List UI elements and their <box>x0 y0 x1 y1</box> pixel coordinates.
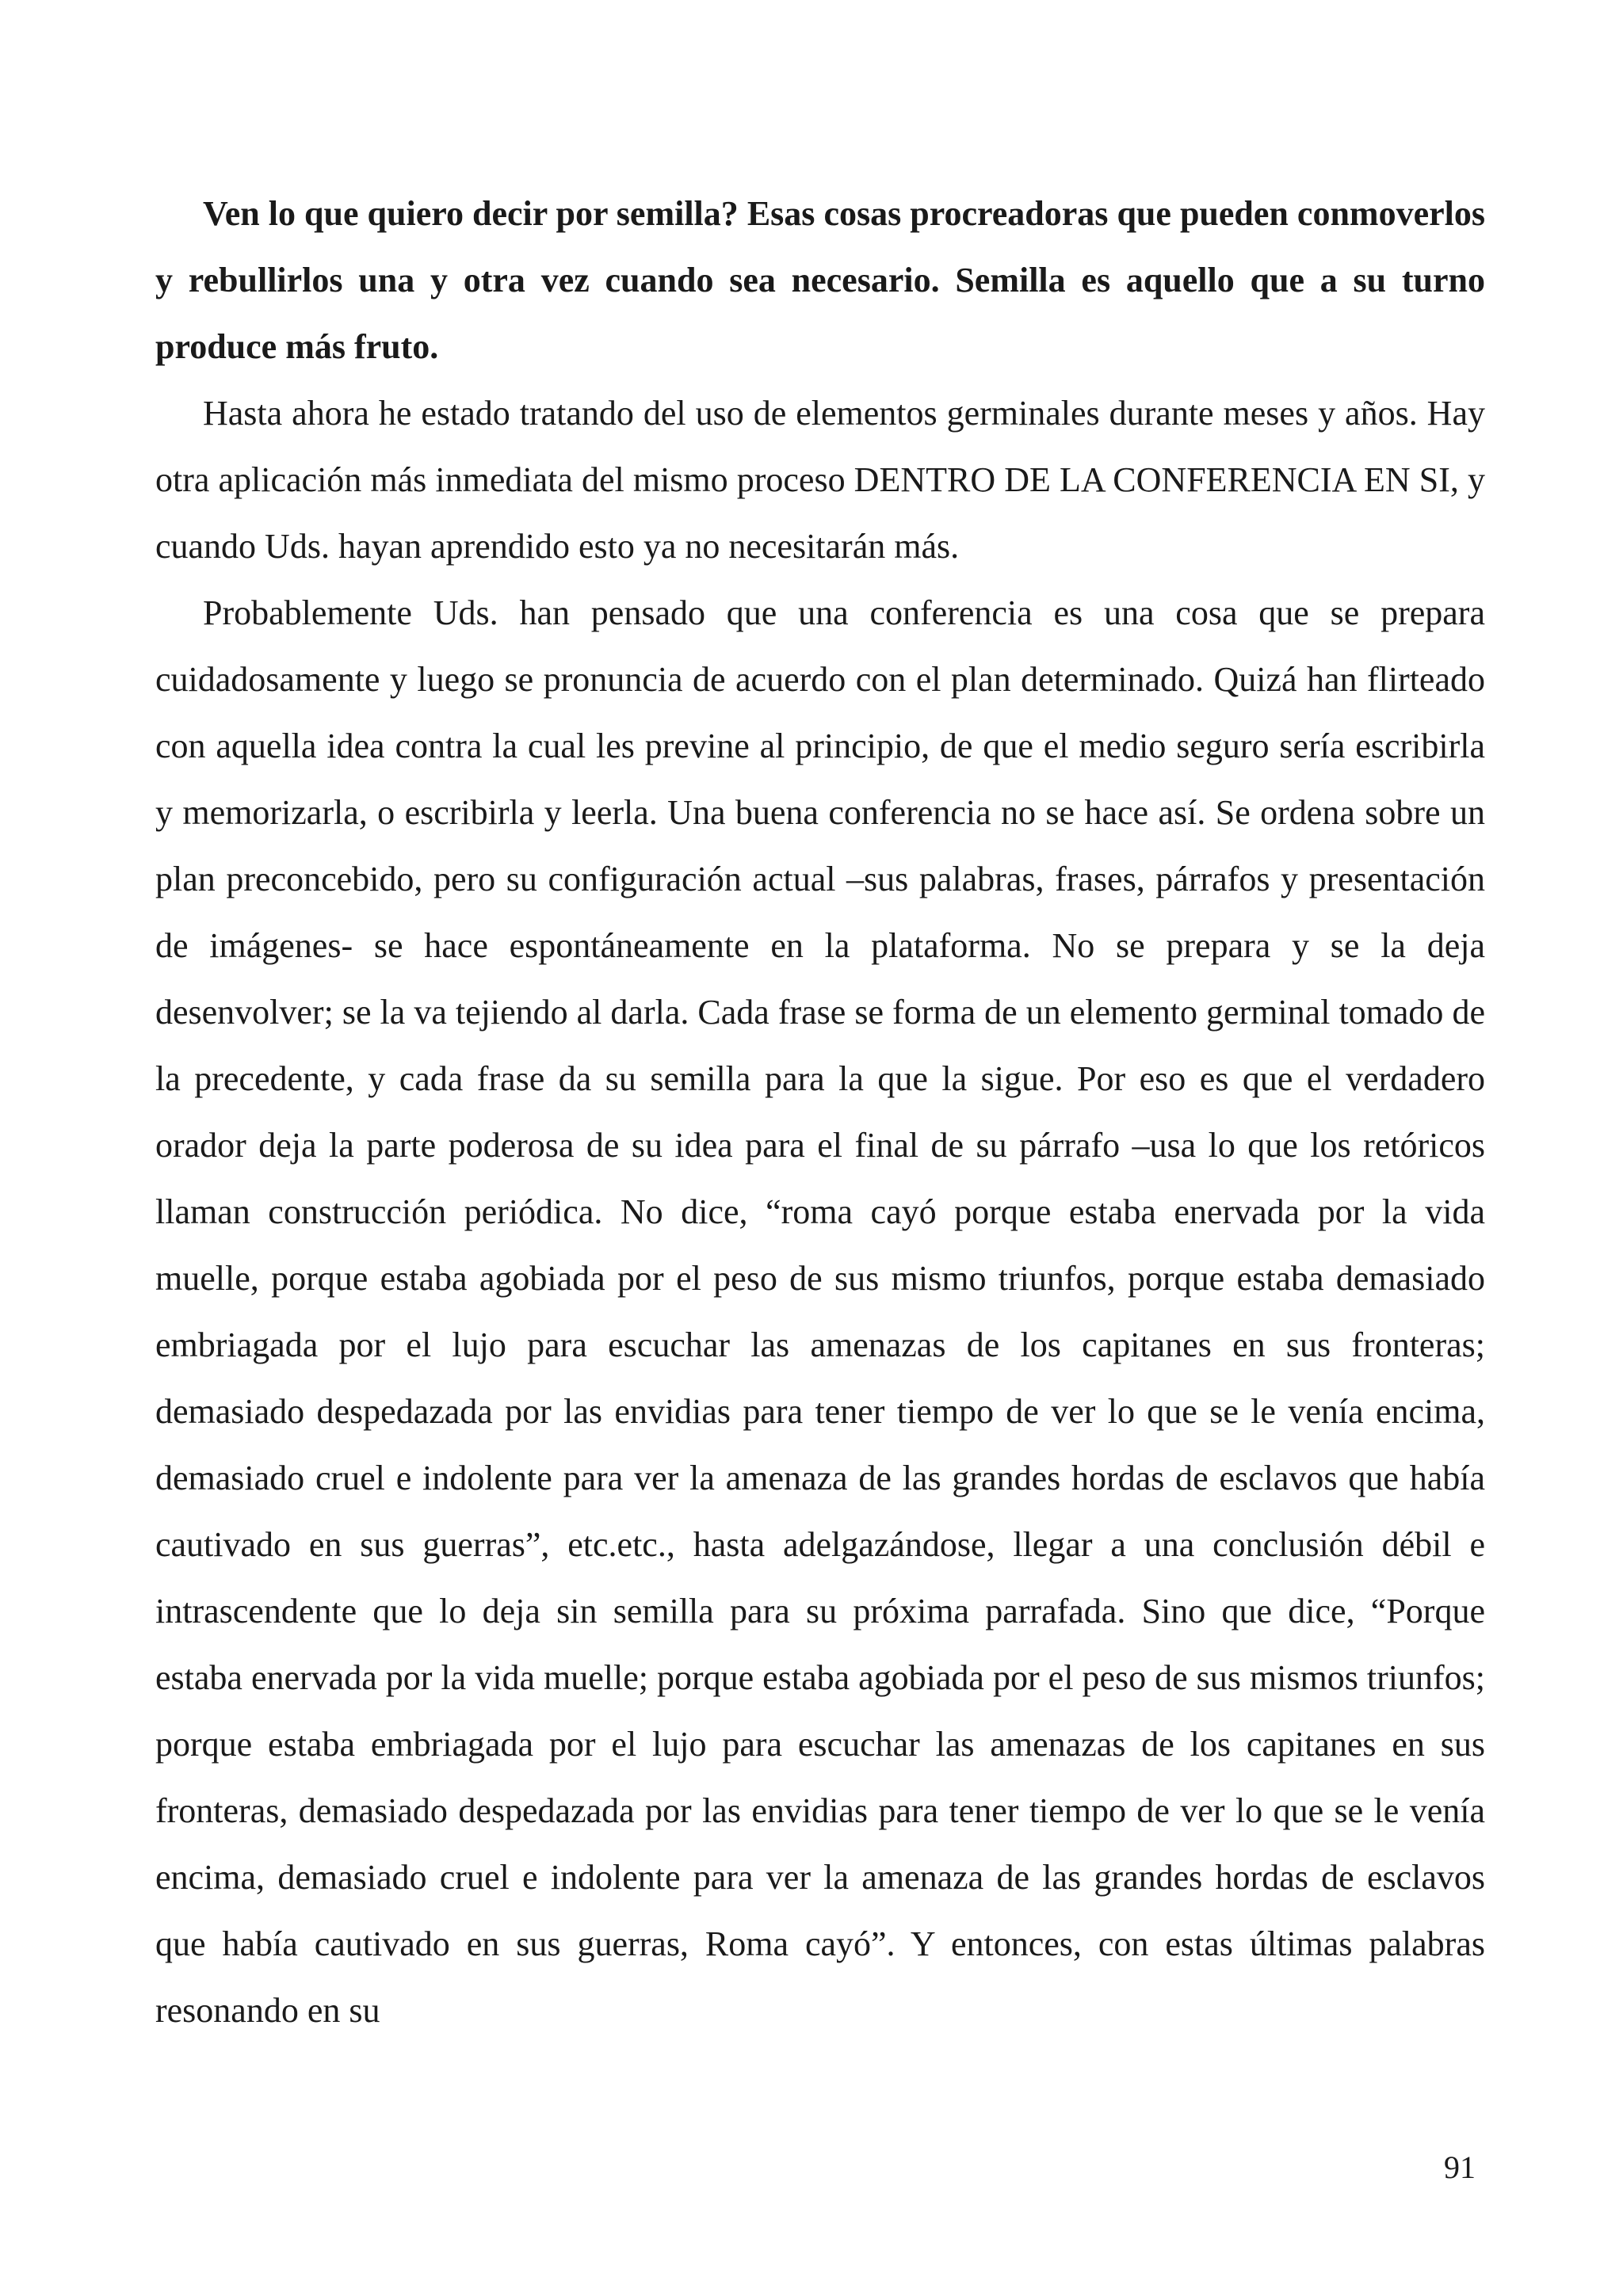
paragraph-conference: Probablemente Uds. han pensado que una conferencia es una cosa que se prepara cuidadosamente y luego se pronuncia de acuerdo con el plan determinado. Quizá han flirteado con aquella idea contra la cual les previne al principio, de que el medio seguro sería escribirla y memorizarla, o escribirla y leerla. Una buena conferencia no se hace así. Se ordena sobre un plan preconcebido, pero su configuración actual –sus palabras, frases, párrafos y presentación de imágenes- se hace espontáneamente en la plataforma. No se prepara y se la deja desenvolver; se la va tejiendo al darla. Cada frase se forma de un elemento germinal tomado de la precedente, y cada frase da su semilla para la que la sigue. Por eso es que el verdadero orador deja la parte poderosa de su idea para el final de su párrafo –usa lo que los retóricos llaman construcción periódica. No dice, “roma cayó porque estaba enervada por la vida muelle, porque estaba agobiada por el peso de sus mismo triunfos, porque estaba demasiado embriagada por el lujo para escuchar las amenazas de los capitanes en sus fronteras; demasiado despedazada por las envidias para tener tiempo de ver lo que se le venía encima, demasiado cruel e indolente para ver la amenaza de las grandes hordas de esclavos que había cautivado en sus guerras”, etc.etc., hasta adelgazándose, llegar a una conclusión débil e intrascendente que lo deja sin semilla para su próxima parrafada. Sino que dice, “Porque estaba enervada por la vida muelle; porque estaba agobiada por el peso de sus mismos triunfos; porque estaba embriagada por el lujo para escuchar las amenazas de los capitanes en sus fronteras, demasiado despedazada por las envidias para tener tiempo de ver lo que se le venía encima, demasiado cruel e indolente para ver la amenaza de las grandes hordas de esclavos que había cautivado en sus guerras, Roma cayó”. Y entonces, con estas últimas palabras resonando en su <box>155 593 1485 2030</box>
paragraph-bold-intro: Ven lo que quiero decir por semilla? Esas cosas procreadoras que pueden conmoverlos y rebullirlos una y otra vez cuando sea necesario. Semilla es aquello que a su turno produce más fruto. <box>155 194 1485 366</box>
paragraph-germinal-elements: Hasta ahora he estado tratando del uso de elementos germinales durante meses y años. Hay otra aplicación más inmediata del mismo proceso DENTRO DE LA CONFERENCIA EN SI, y cuando Uds. hayan aprendido esto ya no necesitarán más. <box>155 394 1485 566</box>
page-number: 91 <box>1444 2149 1476 2185</box>
page-body <box>155 181 1485 2044</box>
